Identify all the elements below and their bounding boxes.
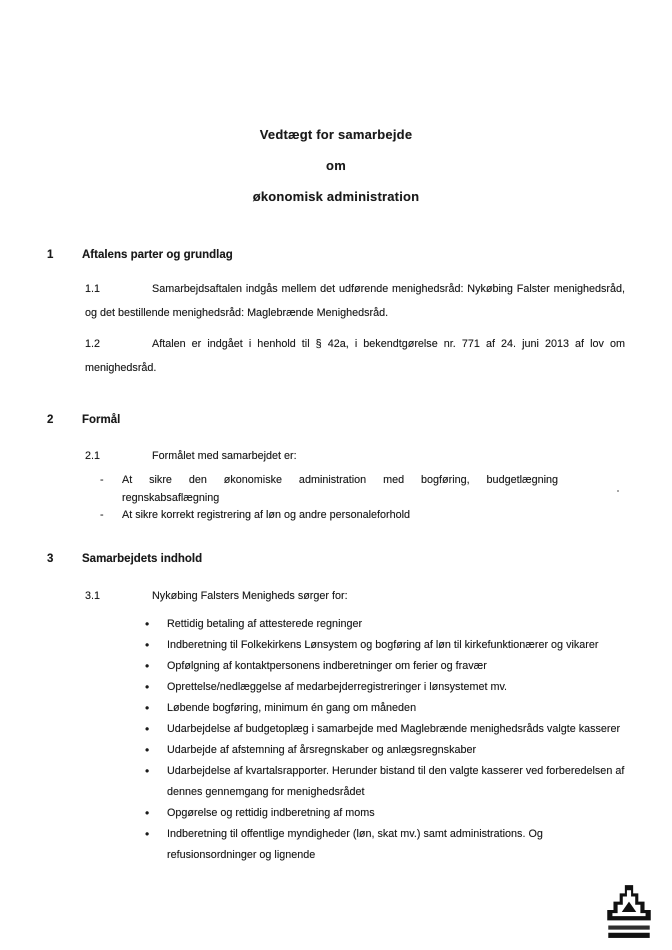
bullet-item: • Udarbejdelse af budgetoplæg i samarbejde med Maglebrænde menighedsråds valgte kasserer (143, 719, 625, 740)
bullet-item: • Udarbejde af afstemning af årsregnskaber og anlægsregnskaber (143, 740, 625, 761)
bullet-item: • Oprettelse/nedlæggelse af medarbejderregistreringer i lønsystemet mv. (143, 677, 625, 698)
section-1-number: 1 (47, 249, 54, 261)
bullet-item: • Rettidig betaling af attesterede regninger (143, 614, 625, 635)
clause-1-2 (85, 332, 625, 380)
section-3-heading (47, 552, 202, 566)
document-title (0, 119, 672, 212)
clause-1-2-text: Aftalen er indgået i henhold til § 42a, i bekendtgørelse nr. 771 af 24. juni 2013 af lov om menighedsråd. (85, 338, 625, 374)
section-2-number: 2 (47, 414, 54, 426)
bullet-item: • Udarbejdelse af kvartalsrapporter. Herunder bistand til den valgte kasserer ved forberedelsen af dennes gennemgang for menighedsrådet (143, 761, 625, 803)
clause-1-2-number: 1.2 (85, 338, 101, 350)
section-1-heading (47, 248, 233, 262)
bullet-item: • Indberetning til offentlige myndigheder (løn, skat mv.) samt administrations. Og refusionsordninger og lignende (143, 824, 625, 866)
title-line-3: økonomisk administration (252, 189, 420, 204)
section-3-number: 3 (47, 553, 54, 565)
section-2-heading (47, 413, 120, 427)
section-1-title: Aftalens parter og grundlag (82, 249, 233, 261)
clause-1-1 (85, 277, 625, 325)
bullet-item: • Opfølgning af kontaktpersonens indberetninger om ferier og fravær (143, 656, 625, 677)
clause-3-1-number: 3.1 (85, 590, 101, 602)
clause-2-1-number: 2.1 (85, 450, 101, 462)
clause-2-1-text: Formålet med samarbejdet er: (152, 450, 297, 462)
bullet-item: • Opgørelse og rettidig indberetning af moms (143, 803, 625, 824)
clause-3-1-text: Nykøbing Falsters Menigheds sørger for: (152, 590, 348, 602)
scan-speck (617, 490, 619, 492)
title-line-2: om (326, 158, 346, 173)
clause-3-1 (85, 584, 625, 608)
dash-item: - At sikre den økonomiske administration med bogføring, budgetlægning regnskabsaflægning (100, 472, 558, 507)
clause-2-1 (85, 444, 625, 468)
church-emblem-icon (606, 882, 652, 940)
clause-1-1-text: Samarbejdsaftalen indgås mellem det udførende menighedsråd: Nykøbing Falster menighedsråd, og det bestillende menighedsråd: Maglebrænde Menighedsråd. (85, 283, 625, 319)
tasks-bullet-list (143, 614, 625, 866)
bullet-item: • Indberetning til Folkekirkens Lønsystem og bogføring af løn til kirkefunktionærer og vikarer (143, 635, 625, 656)
bullet-item: • Løbende bogføring, minimum én gang om måneden (143, 698, 625, 719)
dash-item: - At sikre korrekt registrering af løn og andre personaleforhold (100, 507, 558, 525)
clause-1-1-number: 1.1 (85, 283, 101, 295)
section-2-title: Formål (82, 414, 121, 426)
section-3-title: Samarbejdets indhold (82, 553, 203, 565)
title-line-1: Vedtægt for samarbejde (259, 127, 413, 142)
purpose-dash-list (100, 472, 558, 525)
